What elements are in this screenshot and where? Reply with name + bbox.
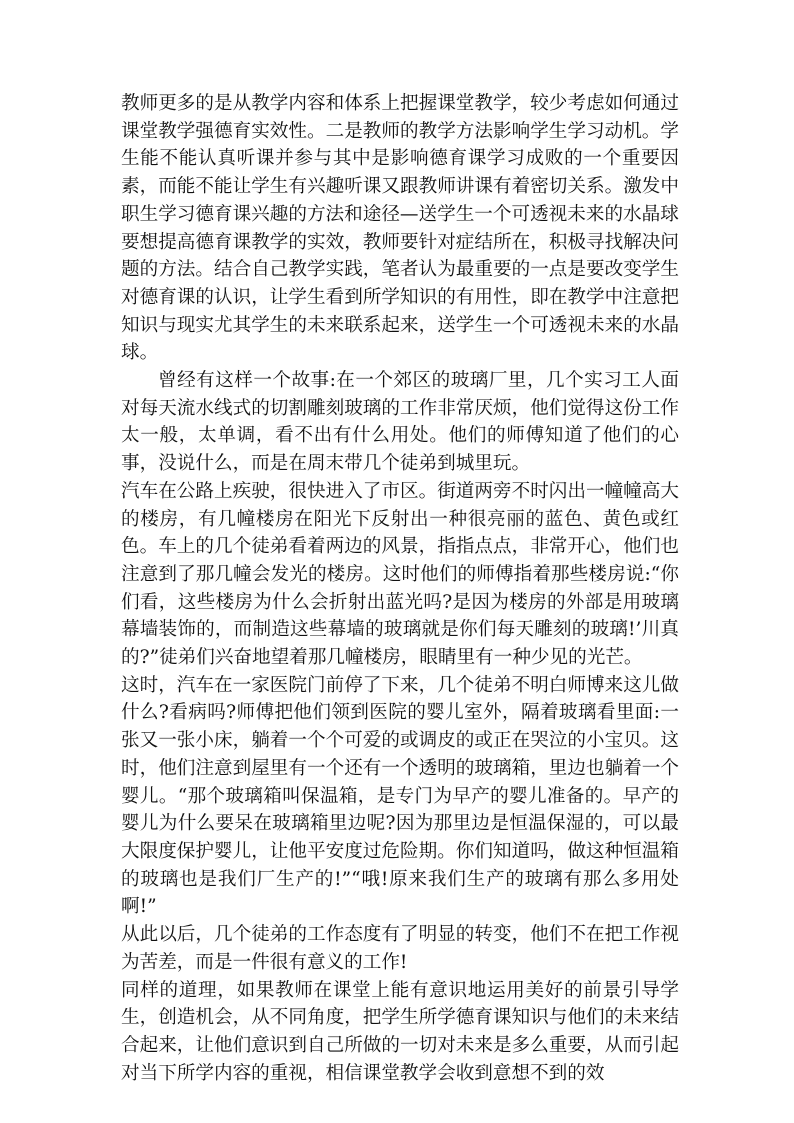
paragraph-7: 同样的道理，如果教师在课堂上能有意识地运用美好的前景引导学生，创造机会，从不同角度，把学生所学德育课知识与他们的未来结合起来，让他们意识到自己所做的一切对未来是多么重要，从而引起对当下所学内容的重视，相信课堂教学会收到意想不到的效 [121,979,679,1084]
paragraph-1: 教师更多的是从教学内容和体系上把握课堂教学，较少考虑如何通过课堂教学强德育实效性。二是教师的教学方法影响学生学习动机。学生能不能认真听课并参与其中是影响德育课学习成败的一个重要因素，而能不能让学生有兴趣听课又跟教师讲课有着密切关系。激发中职生学习德育课兴趣的方法和途径—送学生一个可透视未来的水晶球 [121,93,679,225]
paragraph-6: 从此以后，几个徒弟的工作态度有了明显的转变，他们不在把工作视为苦差，而是一件很有意义的工作! [121,924,679,973]
paragraph-4: 汽车在公路上疾驶，很快进入了市区。街道两旁不时闪出一幢幢高大的楼房，有几幢楼房在阳光下反射出一种很亮丽的蓝色、黄色或红色。车上的几个徒弟看着两边的风景，指指点点，非常开心，他们也注意到了那几幢会发光的楼房。这时他们的师傅指着那些楼房说:“你们看，这些楼房为什么会折射出蓝光吗?是因为楼房的外部是用玻璃幕墙装饰的，而制造这些幕墙的玻璃就是你们每天雕刻的玻璃!’川真的?”徒弟们兴奋地望着那几幢楼房，眼睛里有一种少见的光芒。 [121,480,679,669]
paragraph-2: 要想提高德育课教学的实效，教师要针对症结所在，积极寻找解决问题的方法。结合自己教学实践，笔者认为最重要的一点是要改变学生对德育课的认识，让学生看到所学知识的有用性，即在教学中注意把知识与现实尤其学生的未来联系起来，送学生一个可透视未来的水晶球。 [121,231,679,364]
body-text [121,90,679,1087]
paragraph-3: 曾经有这样一个故事:在一个郊区的玻璃厂里，几个实习工人面对每天流水线式的切割雕刻玻璃的工作非常厌烦，他们觉得这份工作太一般，太单调，看不出有什么用处。他们的师傅知道了他们的心事，没说什么，而是在周末带几个徒弟到城里玩。 [121,370,679,475]
paragraph-5: 这时，汽车在一家医院门前停了下来，几个徒弟不明白师博来这儿做什么?看病吗?师傅把他们领到医院的婴儿室外，隔着玻璃看里面:一张又一张小床，躺着一个个可爱的或调皮的或正在哭泣的小宝贝。这时，他们注意到屋里有一个还有一个透明的玻璃箱，里边也躺着一个婴儿。“那个玻璃箱叫保温箱，是专门为早产的婴儿准备的。早产的婴儿为什么要呆在玻璃箱里边呢?因为那里边是恒温保湿的，可以最大限度保护婴儿，让他平安度过危险期。你们知道吗，做这种恒温箱的玻璃也是我们厂生产的!”“哦!原来我们生产的玻璃有那么多用处啊!” [121,674,679,918]
